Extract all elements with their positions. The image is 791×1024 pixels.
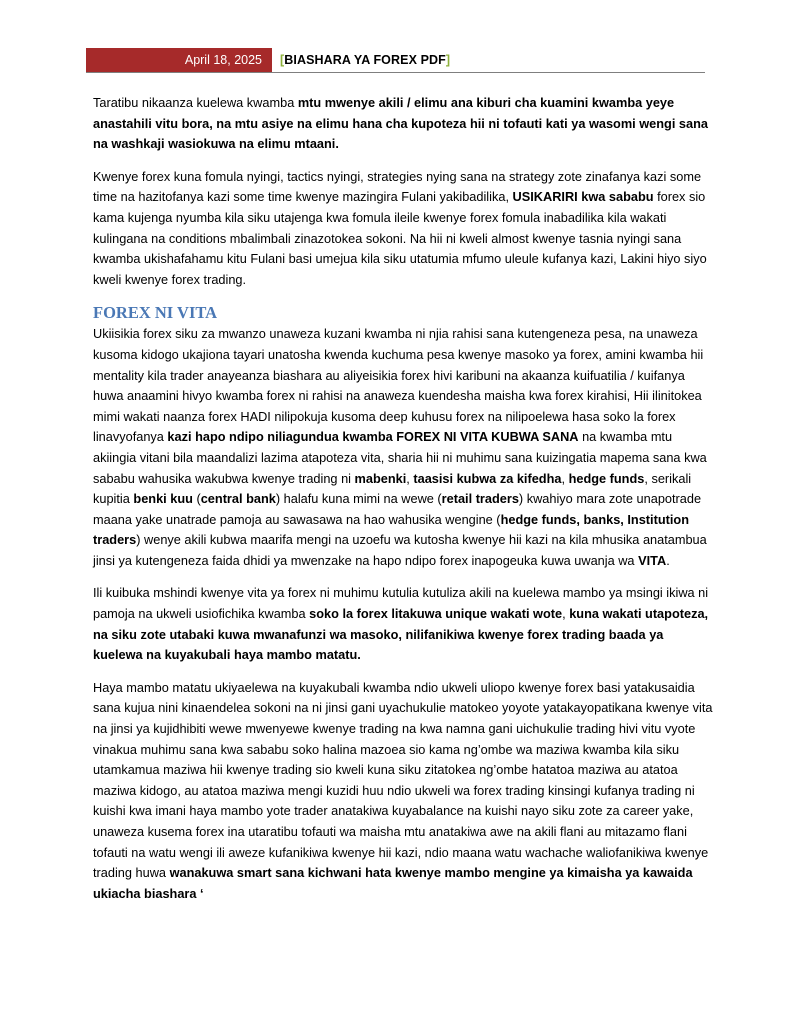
paragraph-5 (93, 678, 713, 905)
paragraph-2-bold: USIKARIRI kwa sababu (512, 189, 654, 205)
title-bracket-close: ] (445, 53, 451, 67)
paragraph-3-text: ( (192, 491, 201, 507)
paragraph-4 (93, 583, 713, 665)
paragraph-3-text: ) wenye akili kubwa maarifa mengi na uzoefu wa kutosha kwenye hii kazi na kila mhusika anatambua jinsi ya kutengeneza faida dhidi ya mwenzake na hapo ndipo forex inapogeuka kuwa uwanja wa (93, 532, 707, 568)
paragraph-1-text: Taratibu nikaanza kuelewa kwamba (93, 95, 298, 110)
paragraph-3-bold: kazi hapo ndipo niliagundua kwamba FOREX NI VITA KUBWA SANA (167, 429, 579, 445)
page-header (86, 48, 705, 73)
title-bracket-open: [ (280, 53, 285, 67)
paragraph-5-text: Haya mambo matatu ukiyaelewa na kuyakubali kwamba ndio ukweli uliopo kwenye forex basi yatakusaidia sana kujua nini kinaendelea sokoni na ni jinsi gani uyachukulie matokeo yoyote yatakayopatikana kwenye vita na jinsi ya kujidhibiti wewe mwenyewe kwenye trading na kwa namna gani uichukulie trading hivi vitu vyote vinakua muhimu sana kwa sababu soko halina mazoea sio kama ng’ombe wa maziwa kwamba kila siku utamkamua maziwa hii kwenye trading sio kweli kuna siku zitatokea ng’ombe hatatoa maziwa au atatoa maziwa kidogo, au atatoa maziwa mengi kuzidi huu ndio ukweli wa forex trading kinsingi kufanya trading ni kuishi kwa imani haya mambo yote trader anatakiwa kuyabalance na kuishi nayo siku zote za career yake, unaweza kusema forex ina utaratibu tofauti wa maisha mtu anatakiwa awe na akili flani au mitazamo flani tofauti na watu wengi ili aweze kufanikiwa kwenye hii kazi, ndio maana watu wachache waliofanikiwa kwenye trading huwa (93, 679, 713, 881)
paragraph-2-text: Kwenye forex kuna fomula nyingi, tactics nyingi, strategies nying sana na strategy zote zinafanya kazi some time na hazitofanya kazi some time kwenye mazingira Fulani yakibadilika, (93, 168, 702, 205)
paragraph-4-bold: kuna wakati utapoteza, na siku zote utabaki kuwa mwanafunzi wa masoko, nilifanikiwa kwenye forex trading baada ya kuelewa na kuyakubali haya mambo matatu. (93, 606, 709, 663)
paragraph-3-bold: VITA (638, 552, 667, 568)
paragraph-3-text: ) kwahiyo mara zote unapotrade maana yake unatrade pamoja au sawasawa na hao wahusika wengine ( (93, 491, 702, 527)
paragraph-3-bold: hedge funds (568, 470, 645, 486)
paragraph-3-bold: taasisi kubwa za kifedha (413, 470, 562, 486)
header-date: April 18, 2025 (86, 48, 272, 72)
paragraph-5-bold: wanakuwa smart sana kichwani hata kwenye mambo mengine ya kimaisha ya kawaida ukiacha biashara ‘ (93, 865, 693, 901)
paragraph-1-bold: mtu mwenye akili / elimu ana kiburi cha kuamini kwamba yeye anastahili vitu bora, na mtu asiye na elimu hana cha kupoteza hii ni tofauti kati ya wasomi wengi sana na washkaji wasiokuwa na elimu mtaani. (93, 95, 708, 152)
paragraph-3-text: . (666, 552, 670, 568)
paragraph-3-bold: mabenki (354, 470, 407, 486)
paragraph-4-text: , (562, 606, 570, 622)
document-body (93, 93, 713, 916)
paragraph-2-text: forex sio kama kujenga nyumba kila siku utajenga kwa fomula ileile kwenye forex fomula inabadilika kila wakati kulingana na conditions mbalimbali zinazotokea sokoni. Na hii ni kweli almost kwenye tasnia nyingi sana kwamba ukishafahamu kitu Fulani basi umejua kila siku utatumia mfumo uleule kufanya kazi, Lakini hiyo siyo kweli kwenye forex trading. (93, 189, 707, 287)
paragraph-3-text: , serikali kupitia (93, 470, 692, 507)
paragraph-3-text: ) halafu kuna mimi na wewe ( (275, 491, 442, 507)
paragraph-3-text: , (561, 470, 569, 486)
paragraph-3-bold: hedge funds, banks, Institution traders (93, 511, 689, 548)
document-title (280, 48, 450, 72)
paragraph-3 (93, 324, 713, 571)
paragraph-3-text: , (406, 470, 414, 486)
document-title-text: BIASHARA YA FOREX PDF (284, 53, 446, 67)
paragraph-4-bold: soko la forex litakuwa unique wakati wote (309, 606, 563, 622)
paragraph-1 (93, 93, 713, 155)
paragraph-3-bold: retail traders (441, 491, 519, 507)
section-heading: FOREX NI VITA (93, 303, 218, 323)
paragraph-4-text: Ili kuibuka mshindi kwenye vita ya forex ni muhimu kutulia kutuliza akili na kuelewa mambo ya msingi ikiwa ni pamoja na ukweli usiofichika kwamba (93, 585, 709, 622)
paragraph-3-bold: central bank (200, 491, 276, 507)
paragraph-3-text: na kwamba mtu akiingia vitani bila maandalizi lazima atapoteza vita, sharia hii ni muhimu sana kuizingatia mapema sana kwa sababu wahusika wakubwa kwenye trading ni (93, 429, 707, 486)
paragraph-3-text: Ukiisikia forex siku za mwanzo unaweza kuzani kwamba ni njia rahisi sana kutengeneza pesa, na unaweza kusoma kidogo ukajiona tayari unatosha kwenda kuchuma pesa kwenye masoko ya forex, amini kwamba hii mentality kila trader anayeanza biashara au aliyeisikia forex hivi karibuni na akaanza kuifuatilia / kuifanya huwa anaamini hivyo kwamba forex ni rahisi na anaweza kuendesha maisha kwa forex kirahisi, Hii ilinitokea mimi wakati naanza forex HADI nilipokuja kusoma deep kuhusu forex na nilipoelewa hasa soko la forex linavyofanya (93, 326, 704, 445)
paragraph-3-bold: benki kuu (133, 491, 193, 507)
paragraph-2 (93, 167, 713, 291)
